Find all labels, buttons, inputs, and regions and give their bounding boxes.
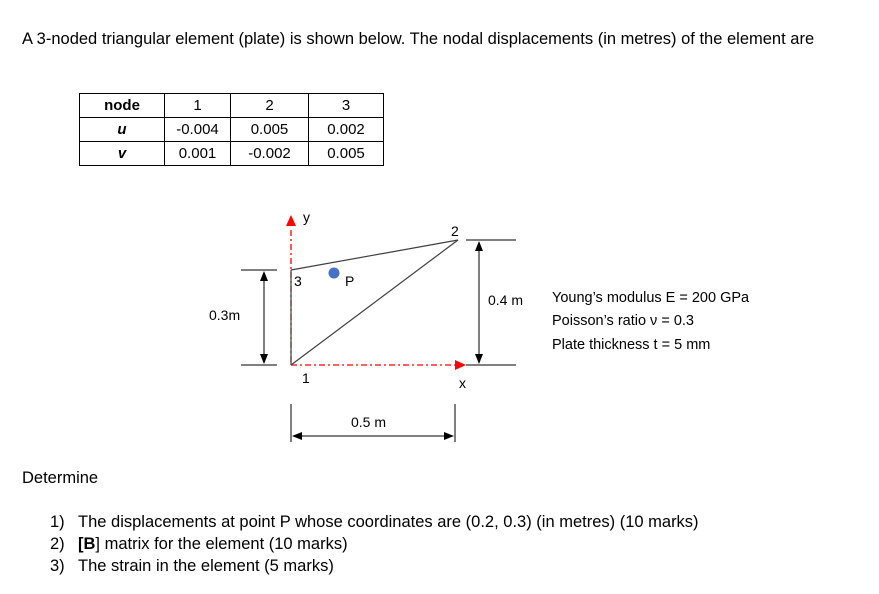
dim-bottom-label: 0.5 m	[351, 414, 387, 430]
task-bracket-open: [	[78, 535, 84, 553]
task-list	[50, 511, 699, 577]
property-thickness: Plate thickness t = 5 mm	[552, 337, 711, 353]
task-number: 1)	[50, 513, 65, 531]
row-label-v: v	[80, 142, 165, 166]
dim-right-label: 0.4 m	[488, 292, 524, 308]
x-axis-arrow-icon	[455, 360, 466, 370]
task-item-1	[50, 511, 699, 533]
determine-heading: Determine	[22, 469, 99, 487]
node-2-label: 2	[451, 223, 459, 239]
cell-u-3: 0.002	[309, 118, 384, 142]
problem-intro: A 3-noded triangular element (plate) is shown below. The nodal displacements (in metres) of the element are	[22, 30, 815, 48]
y-axis-label: y	[303, 209, 310, 225]
task-text: The strain in the element (5 marks)	[78, 557, 334, 575]
task-bold-b: B	[83, 535, 96, 553]
x-axis-label: x	[459, 375, 466, 391]
dim-bottom-arrow-right-icon	[444, 432, 454, 440]
cell-u-1: -0.004	[165, 118, 231, 142]
property-poisson-ratio: Poisson’s ratio ν = 0.3	[552, 313, 694, 329]
header-node: node	[80, 94, 165, 118]
point-p-marker	[329, 268, 340, 279]
cell-u-2: 0.005	[231, 118, 309, 142]
cell-v-2: -0.002	[231, 142, 309, 166]
dim-left-label: 0.3m	[209, 307, 241, 323]
task-text: ] matrix for the element (10 marks)	[95, 535, 348, 553]
header-node-1: 1	[165, 94, 231, 118]
dim-right-arrow-up-icon	[475, 241, 483, 251]
row-label-u: u	[80, 118, 165, 142]
edge-3-2	[291, 240, 458, 270]
y-axis-arrow-icon	[286, 215, 296, 226]
dim-left-arrow-up-icon	[260, 271, 268, 281]
task-text: The displacements at point P whose coordinates are (0.2, 0.3) (in metres) (10 marks)	[78, 513, 699, 531]
task-number: 3)	[50, 557, 65, 575]
edge-1-2	[291, 240, 458, 365]
cell-v-3: 0.005	[309, 142, 384, 166]
cell-v-1: 0.001	[165, 142, 231, 166]
node-3-label: 3	[294, 273, 302, 289]
dim-right-arrow-down-icon	[475, 354, 483, 364]
header-node-2: 2	[231, 94, 309, 118]
point-p-label: P	[345, 273, 355, 289]
property-youngs-modulus: Young’s modulus E = 200 GPa	[552, 290, 750, 306]
task-number: 2)	[50, 535, 65, 553]
header-node-3: 3	[309, 94, 384, 118]
dim-bottom-arrow-left-icon	[292, 432, 302, 440]
dim-left-arrow-down-icon	[260, 354, 268, 364]
task-item-2	[50, 533, 699, 555]
task-item-3	[50, 555, 699, 577]
node-1-label: 1	[302, 370, 310, 386]
